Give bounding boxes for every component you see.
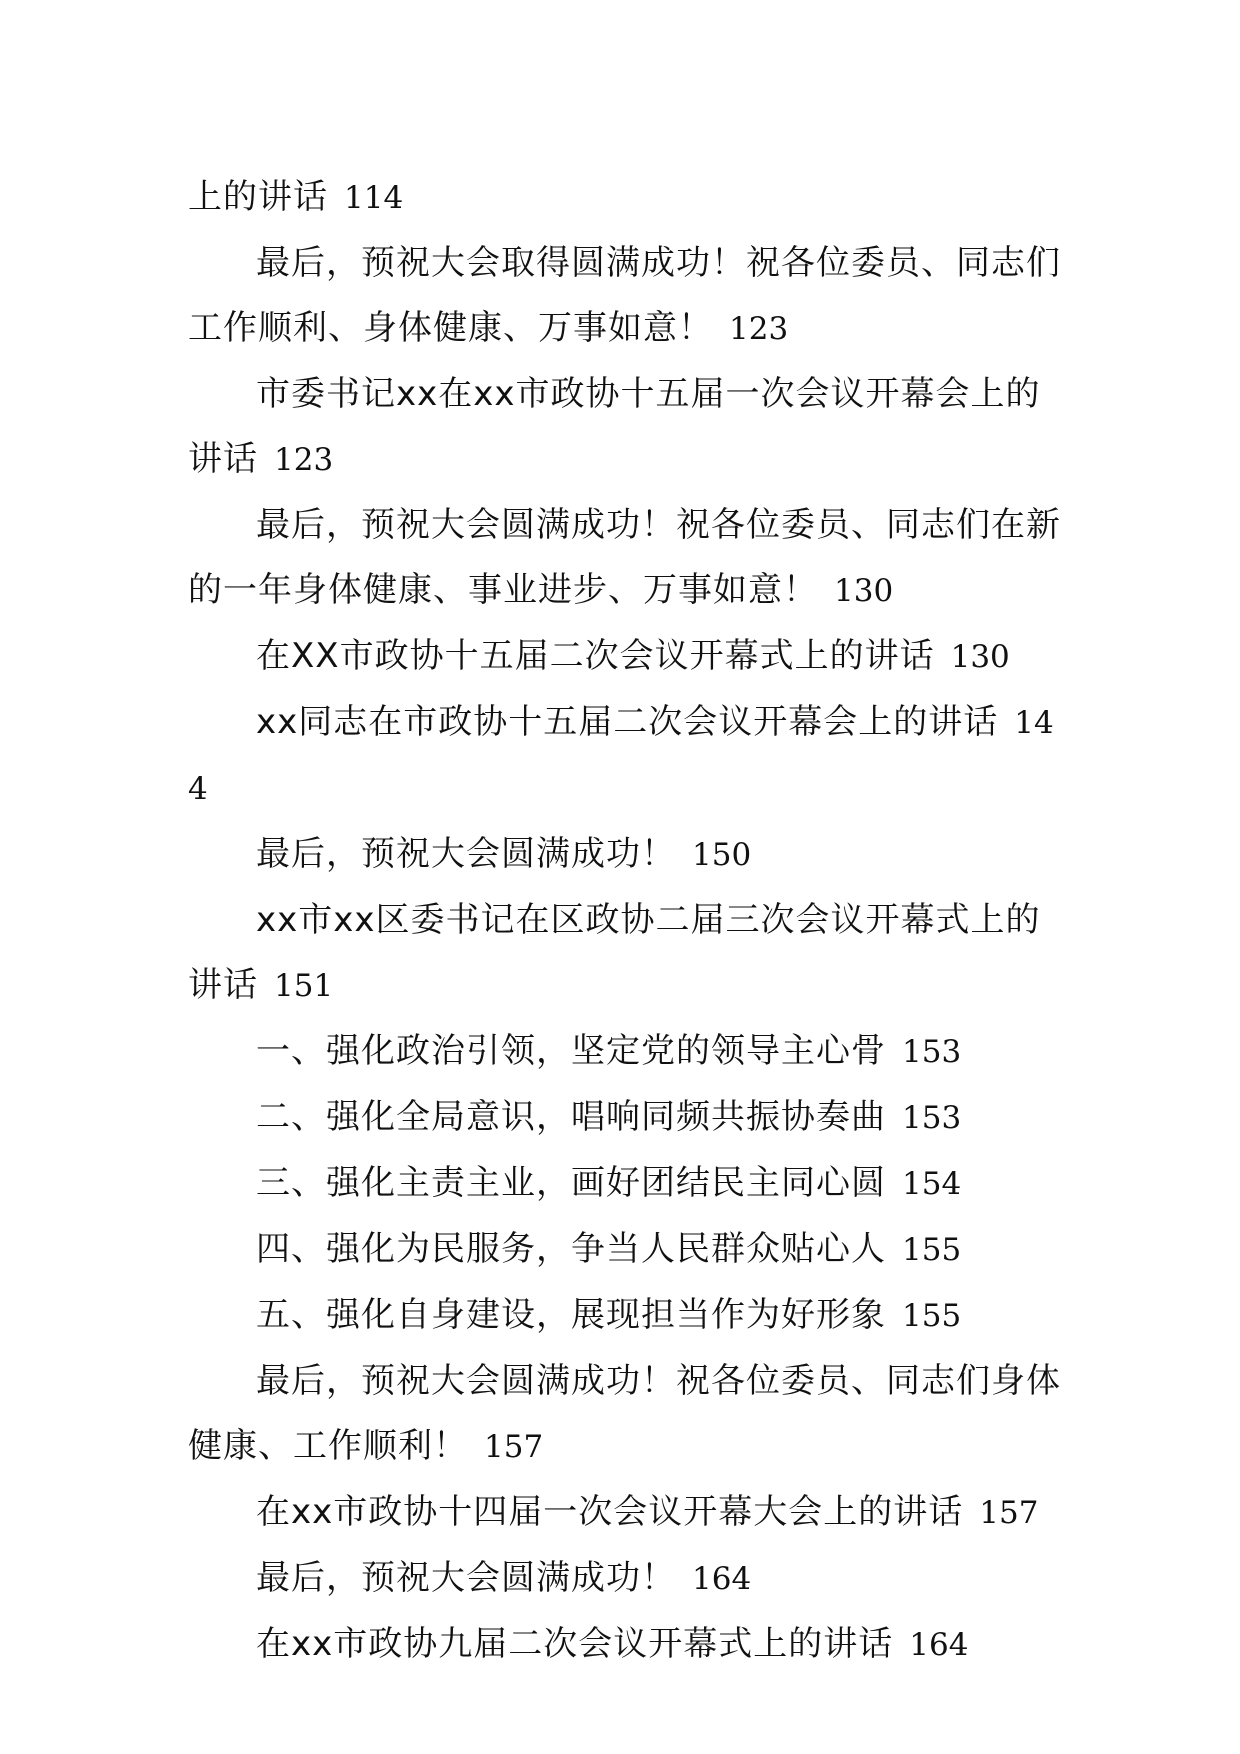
toc-entry-title: 最后，预祝大会圆满成功！	[256, 1558, 676, 1598]
toc-entry-title: xx同志在市政协十五届二次会议开幕会上的讲话	[256, 702, 999, 742]
toc-entry-title: 五、强化自身建设，展现担当作为好形象	[256, 1295, 886, 1335]
toc-entry[interactable]	[188, 1085, 1068, 1151]
toc-entry[interactable]	[188, 1283, 1068, 1349]
toc-entry-title: 最后，预祝大会圆满成功！祝各位委员、同志们在新的一年身体健康、事业进步、万事如意！	[188, 505, 1061, 610]
toc-entry-page-number: 123	[729, 311, 789, 347]
toc-entry-page-number: 130	[834, 573, 894, 609]
toc-entry[interactable]	[188, 822, 1068, 888]
toc-entry-page-number: 157	[484, 1429, 544, 1465]
toc-entry-title: xx市xx区委书记在区政协二届三次会议开幕式上的讲话	[188, 900, 1041, 1005]
toc-entry-page-number: 154	[902, 1166, 962, 1202]
toc-entry-title: 市委书记xx在xx市政协十五届一次会议开幕会上的讲话	[188, 374, 1041, 479]
toc-entry-title: 在xx市政协九届二次会议开幕式上的讲话	[256, 1624, 894, 1664]
toc-entry[interactable]	[188, 1612, 1068, 1678]
toc-entry-page-number: 150	[692, 837, 752, 873]
toc-entry-title: 一、强化政治引领，坚定党的领导主心骨	[256, 1031, 886, 1071]
toc-entry-page-number: 151	[274, 968, 334, 1004]
toc-entry-page-number: 164	[909, 1627, 969, 1663]
toc-entry[interactable]	[188, 624, 1068, 690]
toc-entry-page-number: 123	[274, 442, 334, 478]
toc-entry-page-number: 114	[344, 180, 404, 216]
toc-entry[interactable]	[188, 1480, 1068, 1546]
toc-entry-title: 在xx市政协十四届一次会议开幕大会上的讲话	[256, 1492, 964, 1532]
toc-entry-page-number: 155	[902, 1298, 962, 1334]
toc-entry[interactable]	[188, 165, 1068, 231]
toc-entry[interactable]	[188, 888, 1068, 1019]
toc-entry-page-number: 155	[902, 1232, 962, 1268]
toc-entry-title: 四、强化为民服务，争当人民群众贴心人	[256, 1229, 886, 1269]
toc-entry[interactable]	[188, 1349, 1068, 1480]
toc-entry-page-number: 144	[188, 705, 1054, 807]
toc-entry-title: 在XX市政协十五届二次会议开幕式上的讲话	[256, 636, 935, 676]
toc-entry-title: 二、强化全局意识，唱响同频共振协奏曲	[256, 1097, 886, 1137]
toc-entry-title: 最后，预祝大会圆满成功！祝各位委员、同志们身体健康、工作顺利！	[188, 1361, 1061, 1466]
toc-entry-page-number: 157	[979, 1495, 1039, 1531]
table-of-contents	[188, 165, 1068, 1678]
toc-entry-page-number: 164	[692, 1561, 752, 1597]
toc-entry-title: 最后，预祝大会取得圆满成功！祝各位委员、同志们工作顺利、身体健康、万事如意！	[188, 243, 1061, 348]
toc-entry[interactable]	[188, 362, 1068, 493]
toc-entry[interactable]	[188, 231, 1068, 362]
toc-entry-page-number: 130	[950, 639, 1010, 675]
toc-entry[interactable]	[188, 1217, 1068, 1283]
toc-entry-title: 三、强化主责主业，画好团结民主同心圆	[256, 1163, 886, 1203]
toc-entry[interactable]	[188, 493, 1068, 624]
toc-entry-page-number: 153	[902, 1100, 962, 1136]
toc-entry[interactable]	[188, 1546, 1068, 1612]
toc-entry[interactable]	[188, 1019, 1068, 1085]
toc-entry-title: 上的讲话	[188, 177, 328, 217]
toc-entry[interactable]	[188, 690, 1068, 822]
toc-entry[interactable]	[188, 1151, 1068, 1217]
toc-entry-page-number: 153	[902, 1034, 962, 1070]
toc-entry-title: 最后，预祝大会圆满成功！	[256, 834, 676, 874]
